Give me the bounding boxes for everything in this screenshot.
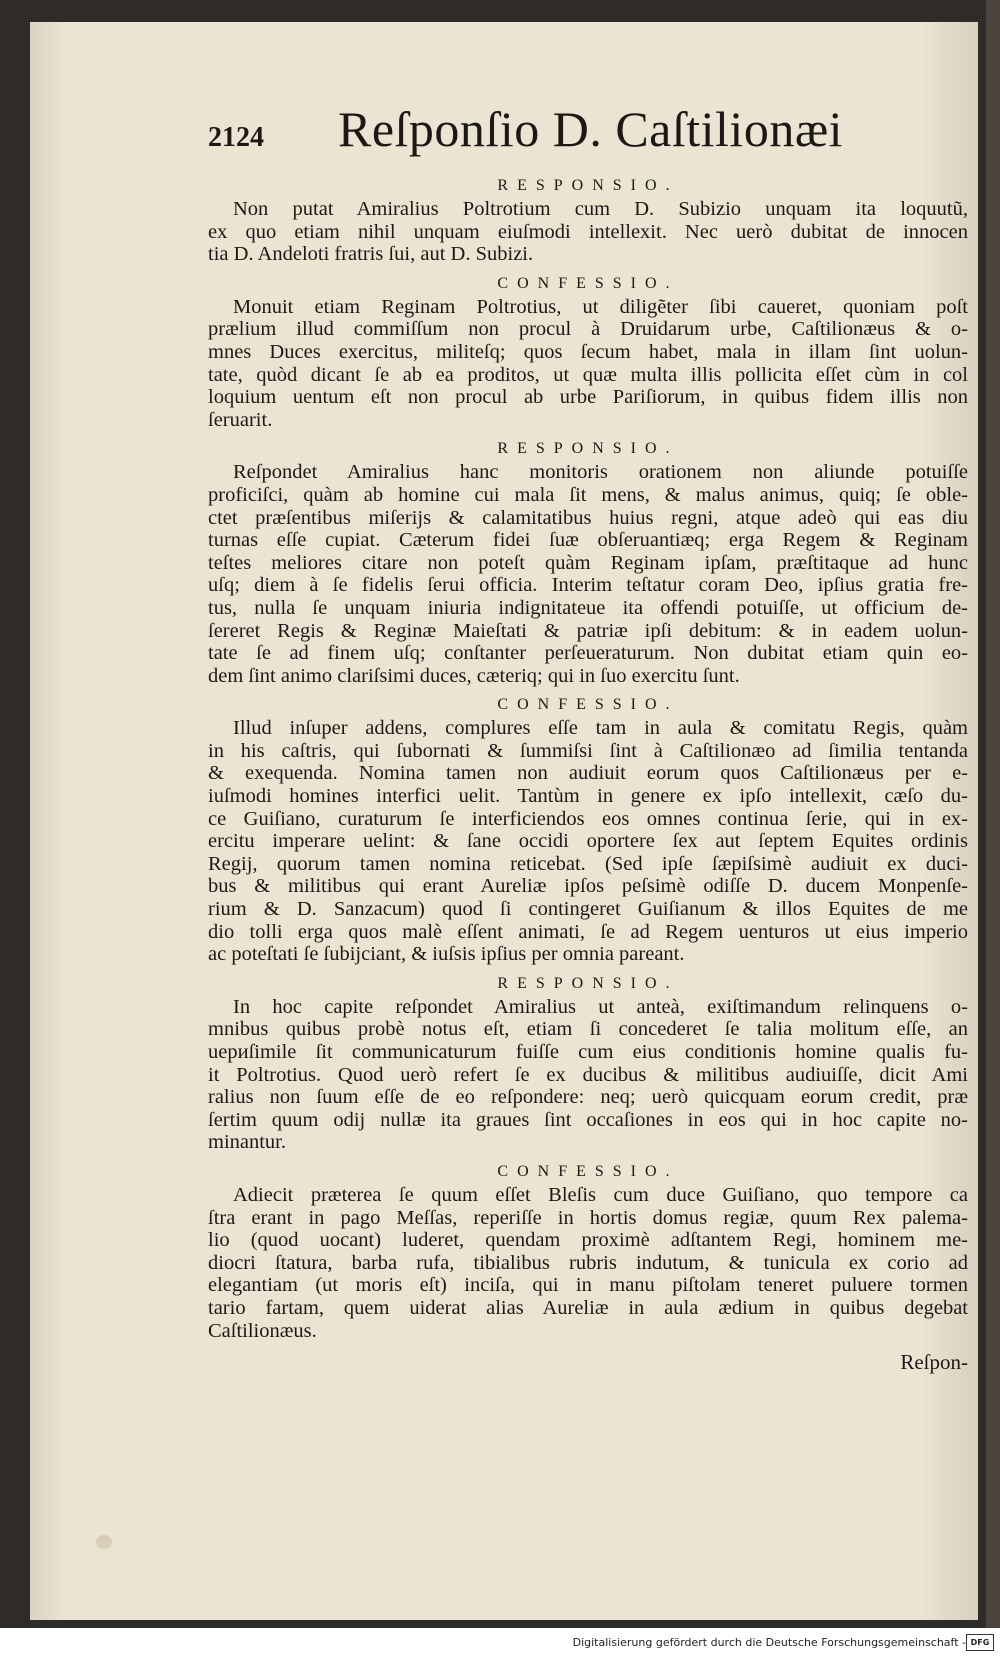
text-line: tus, nulla ſe unquam iniuria indignitateue ita offendi potuiſſe, ut officium de- xyxy=(208,596,968,619)
text-line: mnibus quibus probè notus eſt, etiam ſi concederet ſe talia molitum eſſe, an xyxy=(208,1018,968,1041)
digitization-footer xyxy=(0,1628,1000,1678)
text-line: ſeruarit. xyxy=(208,408,273,431)
text-line: it Poltrotius. Quod uerò refert ſe ex ducibus & militibus audiuiſſe, dicit Ami xyxy=(208,1063,968,1086)
text-line: ercitu imperare uelint: & ſane occidi oportere ſex aut ſeptem Equites ordinis xyxy=(208,830,968,853)
page-header xyxy=(208,100,968,168)
section-paragraph xyxy=(208,296,968,432)
text-line: ſertim quum odij nullæ ita graues ſint occaſiones in eos qui in hoc capite no- xyxy=(208,1108,968,1131)
running-title: Reſponſio D. Caſtilionæi xyxy=(338,101,844,157)
text-line: turnas eſſe cupiat. Cæterum fidei ſuæ obſeruantiæq; erga Regem & Reginam xyxy=(208,529,968,552)
section-heading: RESPONSIO. xyxy=(497,177,679,194)
text-line: proficiſci, quàm ab homine cui mala ſit mens, & malus animus, quiq; ſe oble- xyxy=(208,483,968,506)
text-line: tia D. Andeloti fratris ſui, aut D. Subizi. xyxy=(208,243,534,266)
catchword: Reſpon- xyxy=(900,1350,968,1375)
text-line: minantur. xyxy=(208,1131,287,1154)
section-paragraph xyxy=(208,996,968,1154)
folio-number: 2124 xyxy=(208,122,264,153)
section-paragraph xyxy=(208,198,968,266)
section-heading: RESPONSIO. xyxy=(497,974,679,992)
text-line: Adiecit præterea ſe quum eſſet Bleſis cum duce Guiſiano, quo tempore ca xyxy=(233,1183,968,1206)
text-line: uſq; diem à ſe fidelis ſerui officia. Interim teſtatur coram Deo, ipſius gratia fre- xyxy=(208,574,968,597)
section-heading: CONFESSIO. xyxy=(497,274,679,292)
text-line: ſtra erant in pago Meſſas, reperiſſe in hortis domus regiæ, quum Rex palema- xyxy=(208,1206,968,1229)
text-line: Reſpondet Amiralius hanc monitoris orationem non aliunde potuiſſe xyxy=(233,461,968,484)
text-line: iuſmodi homines interfici uelit. Tantùm in genere ex ipſo intellexit, cæſo du- xyxy=(208,785,968,808)
book-binding-edge xyxy=(986,0,1000,1628)
text-line: diocri ſtatura, barba rufa, tibialibus rubris indutum, & tunicula ex corio ad xyxy=(208,1251,968,1274)
footer-credit: Digitalisierung gefördert durch die Deutsche Forschungsgemeinschaft - xyxy=(572,1636,966,1649)
sections xyxy=(208,174,968,1342)
dfg-logo: DFG xyxy=(966,1634,994,1651)
text-line: In hoc capite reſpondet Amiralius ut anteà, exiſtimandum relinquens o- xyxy=(233,995,968,1018)
text-line: uериſimile ſit communicaturum fuiſſe cum eius conditionis homine qualis fu- xyxy=(208,1041,968,1063)
text-line: ſereret Regis & Reginæ Maieſtati & patriæ ipſi debitum: & in eadem uolun- xyxy=(208,619,968,642)
text-line: tate, quòd dicant ſe ab ea proditos, ut quæ multa illis pollicita eſſet cùm in col xyxy=(208,363,968,386)
text-line: rium & D. Sanzacum) quod ſi contingeret Guiſianum & illos Equites de me xyxy=(208,898,968,921)
text-line: elegantiam (ut moris eſt) inciſa, qui in manu piſtolam teneret puluere tormen xyxy=(208,1274,968,1297)
text-line: mnes Duces exercitus, militeſq; quos ſecum habet, mala in illam ſint uolun- xyxy=(208,340,968,363)
text-line: bus & militibus qui erant Aureliæ ipſos peſsimè odiſſe D. ducem Monpenſe- xyxy=(208,875,968,898)
text-line: in his caſtris, qui ſubornati & ſummiſsi ſint à Caſtilionæo ad ſimilia tentanda xyxy=(208,739,968,762)
text-line: Regij, quorum tamen nomina reticebat. (Sed ipſe ſæpiſsimè audiuit ex duci- xyxy=(208,852,968,875)
text-line: Caſtilionæus. xyxy=(208,1319,317,1342)
text-block xyxy=(208,100,968,1375)
section-heading: CONFESSIO. xyxy=(497,696,679,714)
text-line: ralius non ſuum eſſe de eo reſpondere: neq; uerò quicquam eorum credit, præ xyxy=(208,1086,968,1109)
section-heading: RESPONSIO. xyxy=(497,440,679,458)
text-line: loquium uentum eſt non procul ab urbe Pariſiorum, in quibus fidem illis non xyxy=(208,386,968,409)
section-paragraph xyxy=(208,717,968,966)
section-heading: CONFESSIO. xyxy=(497,1162,679,1180)
section-paragraph xyxy=(208,461,968,687)
text-line: & exequenda. Nomina tamen non audiuit eorum quos Caſtilionæus per e- xyxy=(208,762,968,785)
text-line: ex quo etiam nihil unquam eiuſmodi intellexit. Nec uerò dubitat de innocen xyxy=(208,220,968,243)
text-line: Non putat Amiralius Poltrotium cum D. Subizio unquam ita loquutũ, xyxy=(233,198,968,220)
text-line: tate ſe ad finem uſq; conſtanter perſeueraturum. Non dubitat etiam quin eo- xyxy=(208,642,968,665)
text-line: dem ſint animo clariſsimi duces, cæteriq; qui in ſuo exercitu ſunt. xyxy=(208,664,740,687)
text-line: ce Guiſiano, curaturum ſe interficiendos eos omnes continua ſerie, qui in ex- xyxy=(208,807,968,830)
paper-stain xyxy=(96,1535,112,1549)
text-line: ctet præſentibus miſerijs & calamitatibus huius regni, atque adeò qui eas diu xyxy=(208,506,968,529)
text-line: Monuit etiam Reginam Poltrotius, ut diligẽter ſibi caueret, quoniam poſt xyxy=(233,295,968,318)
text-line: Illud inſuper addens, complures eſſe tam in aula & comitatu Regis, quàm xyxy=(233,717,968,740)
text-line: ac poteſtati ſe ſubijciant, & iuſsis ipſius per omnia pareant. xyxy=(208,943,685,966)
text-line: prælium illud commiſſum non procul à Druidarum urbe, Caſtilionæus & o- xyxy=(208,318,968,341)
text-line: tario fartam, quem uiderat alias Aureliæ in aula ædium in quibus degebat xyxy=(208,1296,968,1319)
text-line: teſtes meliores citare non poteſt quàm Reginam ipſam, præſtitaque ad hunc xyxy=(208,551,968,574)
text-line: lio (quod uocant) luderet, quendam proximè adſtantem Regi, hominem me- xyxy=(208,1229,968,1252)
section-paragraph xyxy=(208,1184,968,1342)
text-line: dio tolli erga quos malè eſſent animati, ſe ad Regem uenturos ut eius imperio xyxy=(208,920,968,943)
